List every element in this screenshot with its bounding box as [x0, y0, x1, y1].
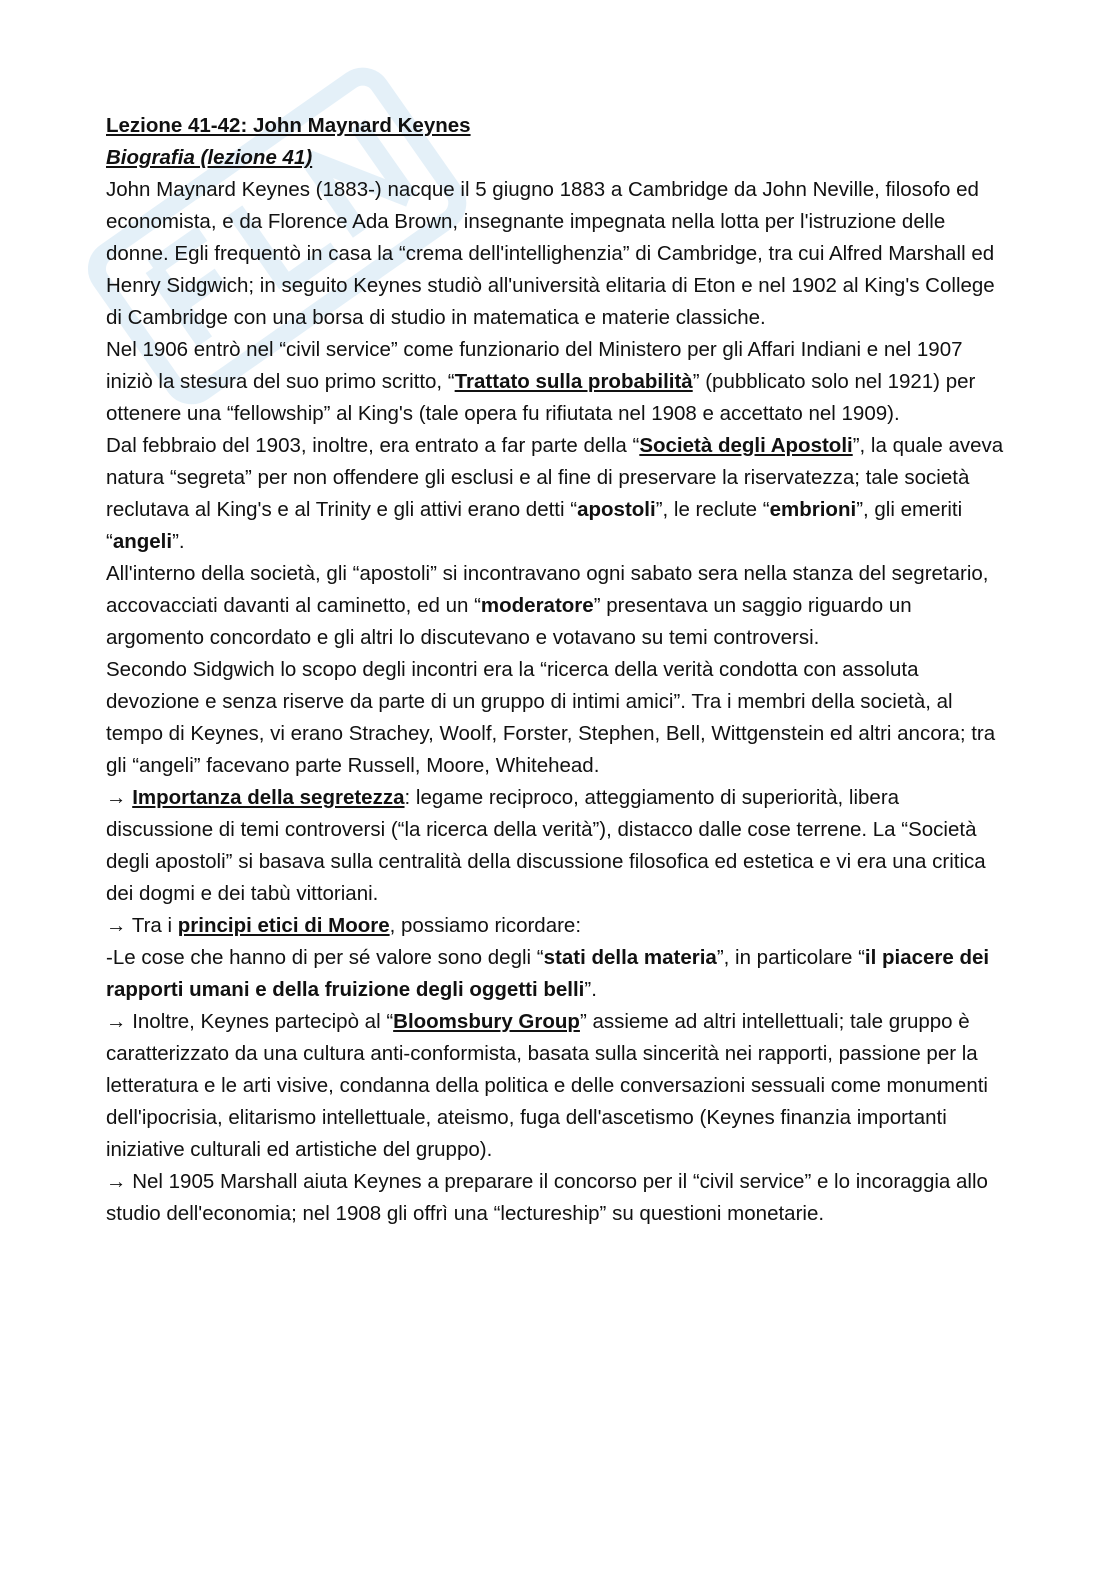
paragraph-valore: -Le cose che hanno di per sé valore sono degli “stati della materia”, in particolare “il piacere dei rapporti umani e della fruizione degli oggetti belli”.	[106, 946, 990, 1001]
highlight-segretezza: Importanza della segretezza	[132, 786, 405, 809]
term-angeli: angeli	[112, 530, 173, 553]
paragraph-sidgwich: Secondo Sidgwich lo scopo degli incontri era la “ricerca della verità condotta con assoluta devozione e senza riserve da parte di un gruppo di intimi amici”. Tra i membri della società, al tempo di Keynes, vi erano Strachey, Woolf, Forster, Stephen, Bell, Wittgenstein ed altri ancora; tra gli “angeli” facevano parte Russell, Moore, Whitehead.	[106, 658, 996, 777]
document-page	[106, 110, 1006, 1230]
paragraph-apostoli: Dal febbraio del 1903, inoltre, era entrato a far parte della “Società degli Apostoli”, la quale aveva natura “segreta” per non offendere gli esclusi e al fine di preservare la riservatezza; tale società reclutava al King's e al Trinity e gli attivi erano detti “apostoli”, le reclute “embrioni”, gli emeriti “angeli”.	[106, 434, 1004, 553]
term-piacere: il piacere dei rapporti umani e della fruizione degli oggetti belli	[106, 946, 990, 1001]
term-stati-materia: stati della materia	[543, 946, 717, 969]
paragraph-bloomsbury: → Inoltre, Keynes partecipò al “Bloomsbury Group” assieme ad altri intellettuali; tale gruppo è caratterizzato da una cultura anti-conformista, basata sulla sincerità nei rapporti, passione per la letteratura e le arti visive, condanna della politica e delle conversazioni sessuali come monumenti dell'ipocrisia, elitarismo intellettuale, ateismo, fuga dell'ascetismo (Keynes finanzia importanti iniziative culturali ed artistiche del gruppo).	[106, 1010, 988, 1161]
document-title: Lezione 41-42: John Maynard Keynes	[106, 114, 471, 137]
paragraph-marshall: → Nel 1905 Marshall aiuta Keynes a preparare il concorso per il “civil service” e lo incoraggia allo studio dell'economia; nel 1908 gli offrì una “lectureship” su questioni monetarie.	[106, 1170, 988, 1225]
paragraph-civil-service: Nel 1906 entrò nel “civil service” come funzionario del Ministero per gli Affari Indiani e nel 1907 iniziò la stesura del suo primo scritto, “Trattato sulla probabilità” (pubblicato solo nel 1921) per ottenere una “fellowship” al King's (tale opera fu rifiutata nel 1908 e accettato nel 1909).	[106, 338, 976, 425]
paragraph-segretezza: → Importanza della segretezza: legame reciproco, atteggiamento di superiorità, libera discussione di temi controversi (“la ricerca della verità”), distacco dalle cose terrene. La “Società degli apostoli” si basava sulla centralità della discussione filosofica ed estetica e vi era una critica dei dogmi e dei tabù vittoriani.	[106, 786, 986, 905]
section-subtitle: Biografia (lezione 41)	[106, 146, 313, 169]
highlight-principi-moore: principi etici di Moore	[177, 914, 390, 937]
term-moderatore: moderatore	[480, 594, 594, 617]
paragraph-moore: → Tra i principi etici di Moore, possiamo ricordare:	[106, 914, 582, 937]
term-embrioni: embrioni	[769, 498, 857, 521]
highlight-societa-apostoli: Società degli Apostoli	[639, 434, 853, 457]
term-apostoli: apostoli	[577, 498, 656, 521]
paragraph-biography: John Maynard Keynes (1883-) nacque il 5 giugno 1883 a Cambridge da John Neville, filosofo ed economista, e da Florence Ada Brown, insegnante impegnata nella lotta per l'istruzione delle donne. Egli frequentò in casa la “crema dell'intellighenzia” di Cambridge, tra cui Alfred Marshall ed Henry Sidgwich; in seguito Keynes studiò all'università elitaria di Eton e nel 1902 al King's College di Cambridge con una borsa di studio in matematica e materie classiche.	[106, 178, 995, 329]
paragraph-meetings: All'interno della società, gli “apostoli” si incontravano ogni sabato sera nella stanza del segretario, accovacciati davanti al caminetto, ed un “moderatore” presentava un saggio riguardo un argomento concordato e gli altri lo discutevano e votavano su temi controversi.	[106, 562, 989, 649]
highlight-trattato: Trattato sulla probabilità	[454, 370, 693, 393]
highlight-bloomsbury: Bloomsbury Group	[393, 1010, 580, 1033]
